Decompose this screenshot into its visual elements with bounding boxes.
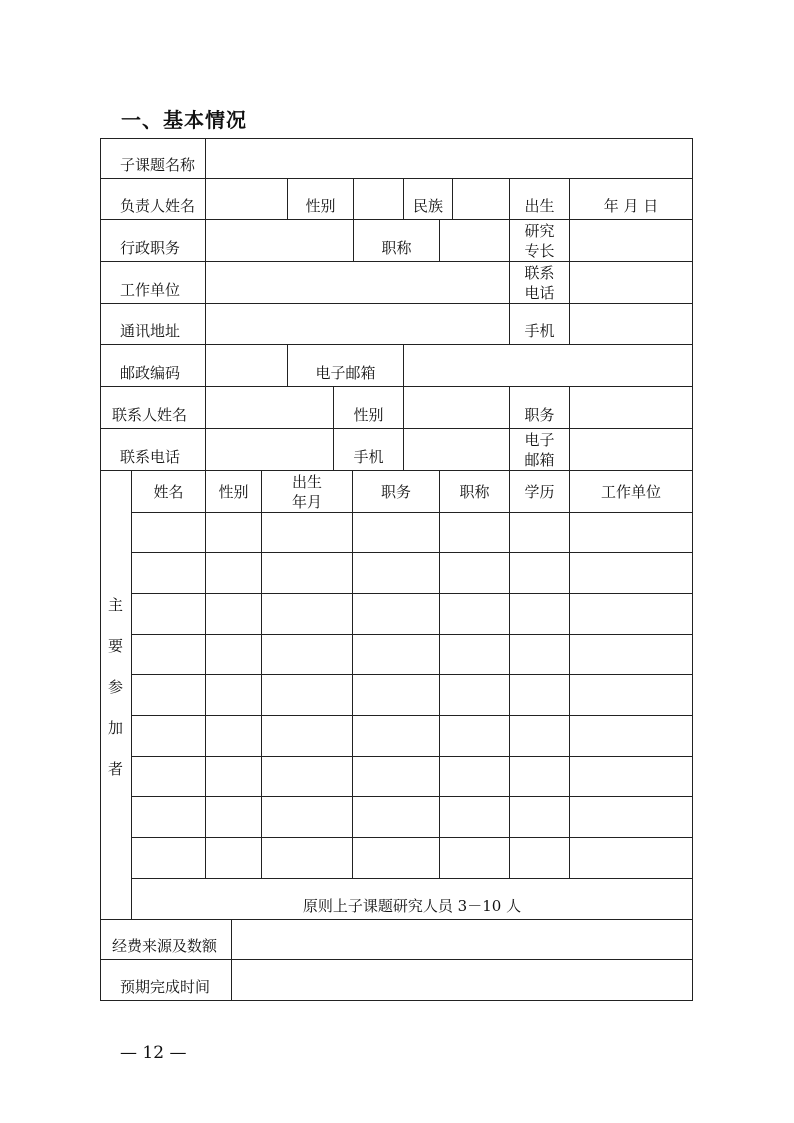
column-header-post: 职务 [353,471,440,513]
participant-gender-cell[interactable] [206,838,262,879]
contact-email-field[interactable] [570,429,693,471]
contact-phone-full-field[interactable] [206,429,334,471]
participant-gender-cell[interactable] [206,513,262,553]
participant-name-cell[interactable] [132,594,206,635]
participant-work-unit-cell[interactable] [570,675,693,716]
label-leader-name: 负责人姓名 [100,179,206,220]
participant-post-cell[interactable] [353,757,440,797]
column-header-name: 姓名 [132,471,206,513]
participant-title-cell[interactable] [440,513,510,553]
label-email: 电子邮箱 [288,345,404,387]
participant-title-cell[interactable] [440,716,510,757]
participant-education-cell[interactable] [510,838,570,879]
label-subtopic-name: 子课题名称 [100,138,206,179]
section-heading: 一、基本情况 [121,108,247,132]
email-field[interactable] [404,345,693,387]
participant-name-cell[interactable] [132,797,206,838]
column-header-gender: 性别 [206,471,262,513]
participant-birth-cell[interactable] [262,757,353,797]
post-field[interactable] [570,387,693,429]
participant-gender-cell[interactable] [206,675,262,716]
contact-gender-field[interactable] [404,387,510,429]
label-contact-gender: 性别 [334,387,404,429]
participant-education-cell[interactable] [510,513,570,553]
mailing-address-field[interactable] [206,304,510,345]
participant-education-cell[interactable] [510,635,570,675]
side-char: 加 [107,718,123,737]
participant-gender-cell[interactable] [206,797,262,838]
participant-gender-cell[interactable] [206,594,262,635]
birth-date-field[interactable]: 年 月 日 [570,179,693,220]
participant-title-cell[interactable] [440,594,510,635]
label-contact-phone-short [510,262,570,304]
ethnicity-field[interactable] [453,179,510,220]
participant-title-cell[interactable] [440,553,510,594]
contact-name-field[interactable] [206,387,334,429]
label-mailing-address: 通讯地址 [100,304,206,345]
leader-name-field[interactable] [206,179,288,220]
side-char: 参 [107,677,123,696]
label-mobile: 手机 [510,304,570,345]
column-header-birth-line2: 年月 [291,492,322,511]
label-gender: 性别 [288,179,354,220]
label-research-specialty [510,220,570,262]
label-contact-phone-line1: 联系 [524,263,555,282]
participant-education-cell[interactable] [510,675,570,716]
participant-education-cell[interactable] [510,797,570,838]
participant-work-unit-cell[interactable] [570,553,693,594]
label-research-specialty-line2: 专长 [524,241,555,260]
participant-post-cell[interactable] [353,716,440,757]
participant-gender-cell[interactable] [206,553,262,594]
participant-name-cell[interactable] [132,553,206,594]
participant-birth-cell[interactable] [262,716,353,757]
participant-birth-cell[interactable] [262,553,353,594]
work-unit-field[interactable] [206,262,510,304]
participant-post-cell[interactable] [353,513,440,553]
participant-birth-cell[interactable] [262,635,353,675]
participant-title-cell[interactable] [440,757,510,797]
participants-note: 原则上子课题研究人员 3－10 人 [132,879,693,920]
label-email-short [510,429,570,471]
side-char: 主 [107,595,123,614]
participant-work-unit-cell[interactable] [570,838,693,879]
participant-birth-cell[interactable] [262,675,353,716]
label-admin-post: 行政职务 [100,220,206,262]
participant-post-cell[interactable] [353,838,440,879]
participant-title-cell[interactable] [440,675,510,716]
participant-work-unit-cell[interactable] [570,797,693,838]
admin-post-field[interactable] [206,220,354,262]
participant-education-cell[interactable] [510,553,570,594]
participant-name-cell[interactable] [132,757,206,797]
participant-gender-cell[interactable] [206,757,262,797]
research-specialty-field[interactable] [570,220,693,262]
title-field[interactable] [440,220,510,262]
participant-gender-cell[interactable] [206,716,262,757]
label-ethnicity: 民族 [404,179,453,220]
column-header-work-unit: 工作单位 [570,471,693,513]
participant-education-cell[interactable] [510,716,570,757]
label-work-unit: 工作单位 [100,262,206,304]
participants-side-label [100,471,132,920]
label-contact-phone: 联系电话 [100,429,206,471]
participant-education-cell[interactable] [510,594,570,635]
participant-post-cell[interactable] [353,594,440,635]
label-post: 职务 [510,387,570,429]
mobile-field[interactable] [570,304,693,345]
label-postal-code: 邮政编码 [100,345,206,387]
label-contact-name: 联系人姓名 [100,387,206,429]
participant-title-cell[interactable] [440,797,510,838]
column-header-birth [262,471,353,513]
funding-field[interactable] [232,920,693,960]
participant-name-cell[interactable] [132,716,206,757]
label-completion-time: 预期完成时间 [100,960,232,1001]
participant-post-cell[interactable] [353,675,440,716]
label-contact-mobile: 手机 [334,429,404,471]
participant-post-cell[interactable] [353,553,440,594]
label-birth: 出生 [510,179,570,220]
label-funding: 经费来源及数额 [100,920,232,960]
participant-name-cell[interactable] [132,675,206,716]
page-number: — 12 — [120,1043,187,1063]
participant-name-cell[interactable] [132,513,206,553]
participant-work-unit-cell[interactable] [570,757,693,797]
column-header-education: 学历 [510,471,570,513]
label-research-specialty-line1: 研究 [524,221,555,240]
column-header-birth-line1: 出生 [291,472,322,491]
postal-code-field[interactable] [206,345,288,387]
participant-birth-cell[interactable] [262,594,353,635]
subtopic-name-field[interactable] [206,138,693,179]
participant-gender-cell[interactable] [206,635,262,675]
completion-time-field[interactable] [232,960,693,1001]
participant-birth-cell[interactable] [262,513,353,553]
gender-field[interactable] [354,179,404,220]
participant-birth-cell[interactable] [262,797,353,838]
participant-work-unit-cell[interactable] [570,716,693,757]
participant-post-cell[interactable] [353,797,440,838]
participant-work-unit-cell[interactable] [570,594,693,635]
participant-work-unit-cell[interactable] [570,513,693,553]
participant-birth-cell[interactable] [262,838,353,879]
participant-post-cell[interactable] [353,635,440,675]
label-email-short-line1: 电子 [524,430,555,449]
participant-name-cell[interactable] [132,838,206,879]
label-contact-phone-line2: 电话 [524,283,555,302]
contact-mobile-field[interactable] [404,429,510,471]
label-email-short-line2: 邮箱 [524,450,555,469]
participant-title-cell[interactable] [440,838,510,879]
label-title: 职称 [354,220,440,262]
column-header-title: 职称 [440,471,510,513]
side-char: 要 [107,636,123,655]
participant-work-unit-cell[interactable] [570,635,693,675]
side-char: 者 [107,759,123,778]
contact-phone-field[interactable] [570,262,693,304]
participant-name-cell[interactable] [132,635,206,675]
participant-title-cell[interactable] [440,635,510,675]
participant-education-cell[interactable] [510,757,570,797]
